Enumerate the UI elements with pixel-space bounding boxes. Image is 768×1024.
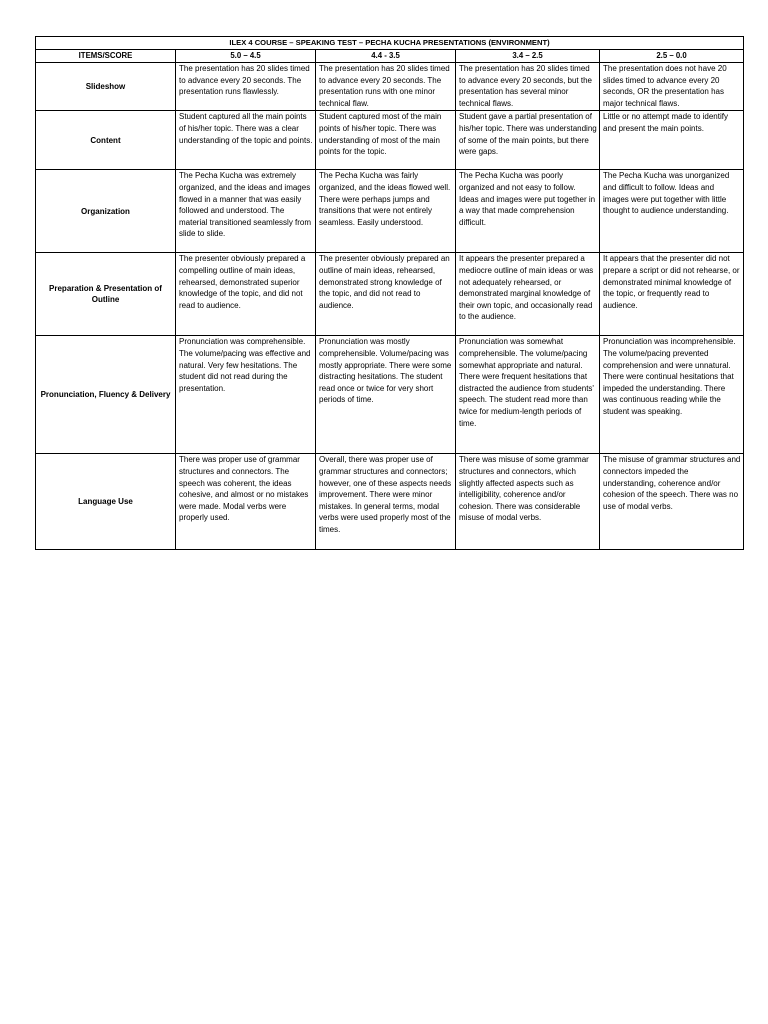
cell-preparation-band-4: It appears that the presenter did not prepare a script or did not rehearse, or demonstrated minimal knowledge of the topic, or frequently read to audience.: [600, 253, 744, 336]
header-score-band-4: 2.5 – 0.0: [600, 50, 744, 63]
cell-language-band-3: There was misuse of some grammar structures and connectors, which slightly affected aspects such as intelligibility, coherence and/or cohesion. There was considerable misuse of modal verbs.: [456, 454, 600, 550]
row-preparation-outline: [36, 253, 744, 336]
cell-preparation-band-1: The presenter obviously prepared a compelling outline of main ideas, rehearsed, demonstrated superior knowledge of the topic, and did not read to audience.: [176, 253, 316, 336]
cell-content-band-2: Student captured most of the main points of his/her topic. There was understanding of most of the main points for the topic.: [316, 111, 456, 170]
criterion-preparation-outline: Preparation & Presentation of Outline: [36, 253, 176, 336]
header-score-band-3: 3.4 – 2.5: [456, 50, 600, 63]
cell-language-band-4: The misuse of grammar structures and connectors impeded the understanding, coherence and/or cohesion of the speech. There was no use of modal verbs.: [600, 454, 744, 550]
cell-pronunciation-band-2: Pronunciation was mostly comprehensible. Volume/pacing was mostly appropriate. There were some distracting hesitations. The student read once or twice for very short periods of time.: [316, 336, 456, 454]
header-score-band-2: 4.4 - 3.5: [316, 50, 456, 63]
cell-slideshow-band-1: The presentation has 20 slides timed to advance every 20 seconds. The presentation runs flawlessly.: [176, 63, 316, 111]
cell-organization-band-2: The Pecha Kucha was fairly organized, and the ideas flowed well. There were perhaps jumps and transitions that were not entirely seamless. Easily understood.: [316, 170, 456, 253]
criterion-organization: Organization: [36, 170, 176, 253]
cell-slideshow-band-3: The presentation has 20 slides timed to advance every 20 seconds, but the presentation has several minor technical flaws.: [456, 63, 600, 111]
cell-content-band-1: Student captured all the main points of his/her topic. There was a clear understanding of the topic and points.: [176, 111, 316, 170]
row-language-use: [36, 454, 744, 550]
cell-preparation-band-2: The presenter obviously prepared an outline of main ideas, rehearsed, demonstrated strong knowledge of the topic, and did not read to audience.: [316, 253, 456, 336]
cell-slideshow-band-4: The presentation does not have 20 slides timed to advance every 20 seconds, OR the presentation has major technical flaws.: [600, 63, 744, 111]
row-organization: [36, 170, 744, 253]
cell-organization-band-1: The Pecha Kucha was extremely organized, and the ideas and images flowed in a manner that was easily followed and understood. The material transitioned seamlessly from slide to slide.: [176, 170, 316, 253]
rubric-title: ILEX 4 COURSE – SPEAKING TEST – PECHA KUCHA PRESENTATIONS (ENVIRONMENT): [36, 37, 744, 50]
row-content: [36, 111, 744, 170]
cell-preparation-band-3: It appears the presenter prepared a mediocre outline of main ideas or was not adequately rehearsed, or demonstrated marginal knowledge of their own topic, and occasionally read to the audience.: [456, 253, 600, 336]
cell-pronunciation-band-4: Pronunciation was incomprehensible. The volume/pacing prevented comprehension and were unnatural. There were continual hesitations that impeded the understanding. There was continuous reading while the student was speaking.: [600, 336, 744, 454]
cell-content-band-4: Little or no attempt made to identify and present the main points.: [600, 111, 744, 170]
title-row: [36, 37, 744, 50]
criterion-pronunciation: Pronunciation, Fluency & Delivery: [36, 336, 176, 454]
cell-pronunciation-band-1: Pronunciation was comprehensible. The volume/pacing was effective and natural. Very few hesitations. The student did not read during the presentation.: [176, 336, 316, 454]
cell-slideshow-band-2: The presentation has 20 slides timed to advance every 20 seconds. The presentation runs with one minor technical flaw.: [316, 63, 456, 111]
criterion-slideshow: Slideshow: [36, 63, 176, 111]
cell-language-band-2: Overall, there was proper use of grammar structures and connectors; however, one of these aspects needs improvement. There were minor mistakes. In general terms, modal verbs were used properly most of the times.: [316, 454, 456, 550]
rubric-table: [35, 36, 744, 550]
row-slideshow: [36, 63, 744, 111]
header-row: [36, 50, 744, 63]
cell-organization-band-4: The Pecha Kucha was unorganized and difficult to follow. Ideas and images were put together with little thought to audience understanding.: [600, 170, 744, 253]
cell-organization-band-3: The Pecha Kucha was poorly organized and not easy to follow. Ideas and images were put together in a way that made comprehension difficult.: [456, 170, 600, 253]
cell-language-band-1: There was proper use of grammar structures and connectors. The speech was coherent, the ideas cohesive, and almost or no mistakes were made. Modal verbs were properly used.: [176, 454, 316, 550]
criterion-content: Content: [36, 111, 176, 170]
cell-content-band-3: Student gave a partial presentation of his/her topic. There was understanding of some of the main points, but there were gaps.: [456, 111, 600, 170]
row-pronunciation: [36, 336, 744, 454]
criterion-language-use: Language Use: [36, 454, 176, 550]
header-items-score: ITEMS/SCORE: [36, 50, 176, 63]
cell-pronunciation-band-3: Pronunciation was somewhat comprehensible. The volume/pacing somewhat appropriate and natural. There were frequent hesitations that distracted the audience from students' speech. The student read more than twice for medium-length periods of time.: [456, 336, 600, 454]
header-score-band-1: 5.0 – 4.5: [176, 50, 316, 63]
